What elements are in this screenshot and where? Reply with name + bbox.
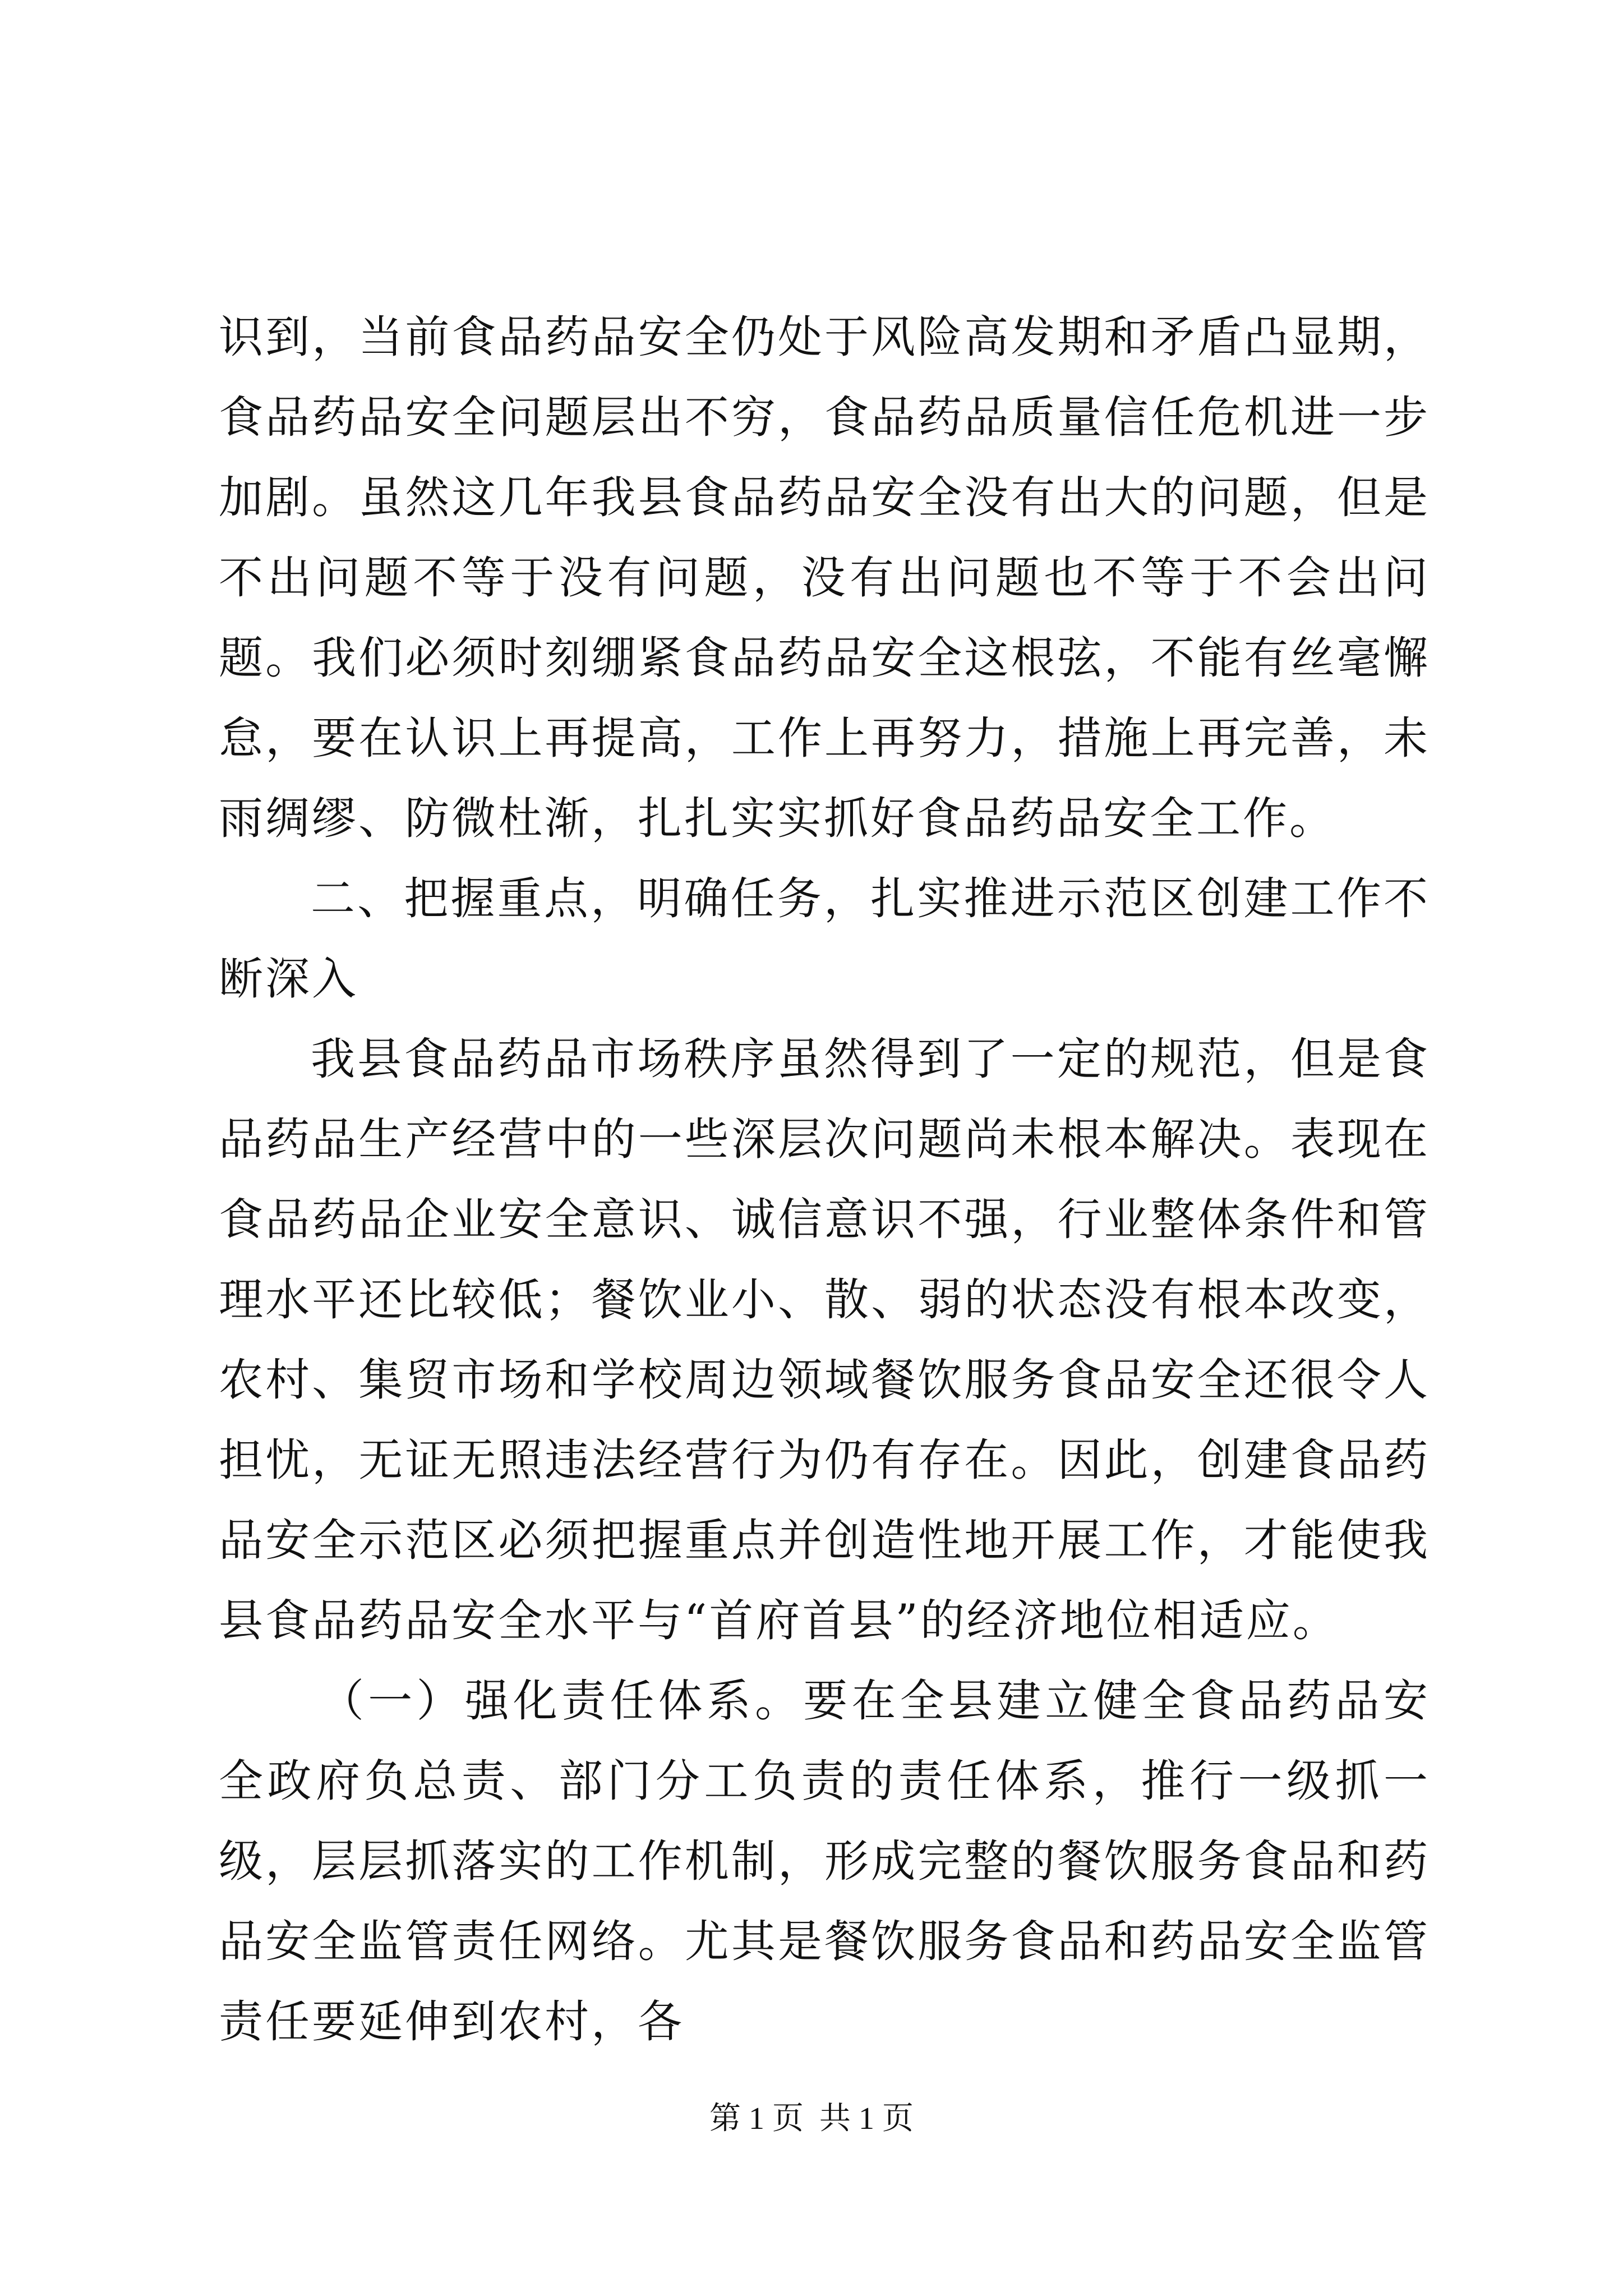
paragraph: 我县食品药品市场秩序虽然得到了一定的规范，但是食品药品生产经营中的一些深层次问题尚未根本解决。表现在食品药品企业安全意识、诚信意识不强，行业整体条件和管理水平还比较低；餐饮业小、散、弱的状态没有根本改变，农村、集贸市场和学校周边领域餐饮服务食品安全还很令人担忧，无证无照违法经营行为仍有存在。因此，创建食品药品安全示范区必须把握重点并创造性地开展工作，才能使我县食品药品安全水平与“首府首县”的经济地位相适应。 [219,1033,1430,1646]
section-heading: 二、把握重点，明确任务，扎实推进示范区创建工作不断深入 [219,873,1430,1005]
paragraph-subpoint: （一）强化责任体系。要在全县建立健全食品药品安全政府负总责、部门分工负责的责任体系，推行一级抓一级，层层抓落实的工作机制，形成完整的餐饮服务食品和药品安全监管责任网络。尤其是餐饮服务食品和药品安全监管责任要延伸到农村，各 [219,1675,1430,2047]
document-body [219,297,1430,2062]
page-number-label: 第 1 页 共 1 页 [709,2101,914,2136]
paragraph-continuation: 识到，当前食品药品安全仍处于风险高发期和矛盾凸显期，食品药品安全问题层出不穷，食品药品质量信任危机进一步加剧。虽然这几年我县食品药品安全没有出大的问题，但是不出问题不等于没有问题，没有出问题也不等于不会出问题。我们必须时刻绷紧食品药品安全这根弦，不能有丝毫懈怠，要在认识上再提高，工作上再努力，措施上再完善，未雨绸缪、防微杜渐，扎扎实实抓好食品药品安全工作。 [219,311,1430,844]
page-footer [0,2099,1623,2138]
